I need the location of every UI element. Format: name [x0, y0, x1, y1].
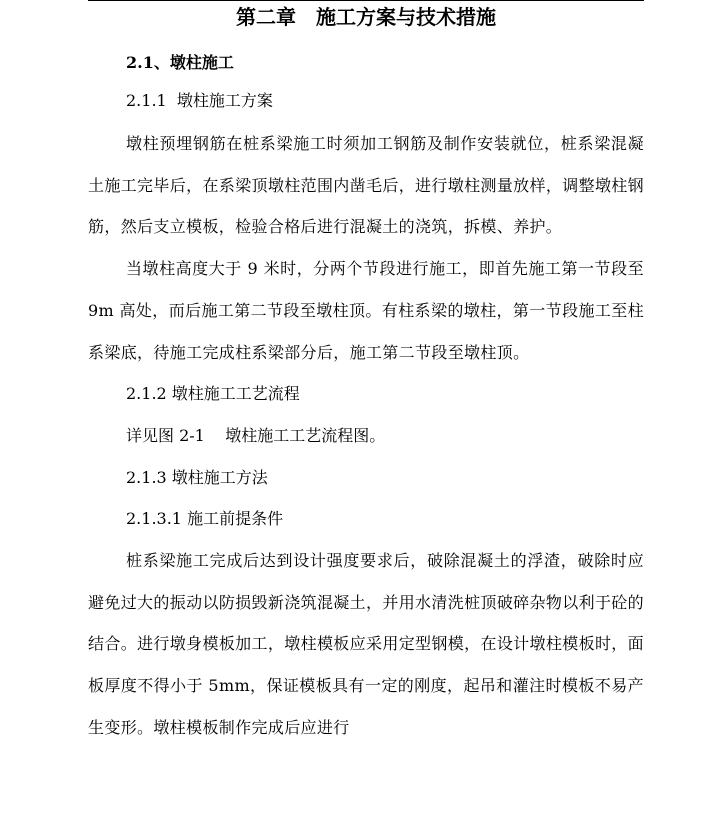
paragraph-pier-height: 当墩柱高度大于 9 米时，分两个节段进行施工，即首先施工第一节段至 9m 高处，而后施工第二节段至墩柱顶。有柱系梁的墩柱，第一节段施工至柱系梁底，待施工完成柱系梁部分后，施工第二节段至墩柱顶。: [88, 259, 644, 362]
subsection-heading-2-1-3-1: 2.1.3.1 施工前提条件: [126, 509, 284, 529]
document-page: [88, 0, 644, 749]
section-heading-2-1: 2.1、墩柱施工: [126, 53, 234, 72]
subsection-heading-2-1-1: 2.1.1 墩柱施工方案: [126, 91, 273, 110]
figure-reference-line: 详见图 2-1 墩柱施工工艺流程图。: [126, 425, 386, 445]
paragraph-pier-scheme: 墩柱预埋钢筋在桩系梁施工时须加工钢筋及制作安装就位，桩系梁混凝土施工完毕后，在系梁顶墩柱范围内凿毛后，进行墩柱测量放样，调整墩柱钢筋，然后支立模板，检验合格后进行混凝土的浇筑，拆模、养护。: [88, 134, 644, 237]
subsection-heading-2-1-2: 2.1.2 墩柱施工工艺流程: [126, 384, 300, 404]
paragraph-preconditions: 桩系梁施工完成后达到设计强度要求后，破除混凝土的浮渣，破除时应避免过大的振动以防损毁新浇筑混凝土，并用水清洗桩顶破碎杂物以利于砼的结合。进行墩身模板加工，墩柱模板应采用定型钢模，在设计墩柱模板时，面板厚度不得小于 5mm，保证模板具有一定的刚度，起吊和灌注时模板不易产生变形。墩柱模板制作完成后应进行: [88, 551, 644, 737]
subsection-heading-2-1-3: 2.1.3 墩柱施工方法: [126, 467, 268, 487]
chapter-title: 第二章 施工方案与技术措施: [236, 5, 496, 29]
